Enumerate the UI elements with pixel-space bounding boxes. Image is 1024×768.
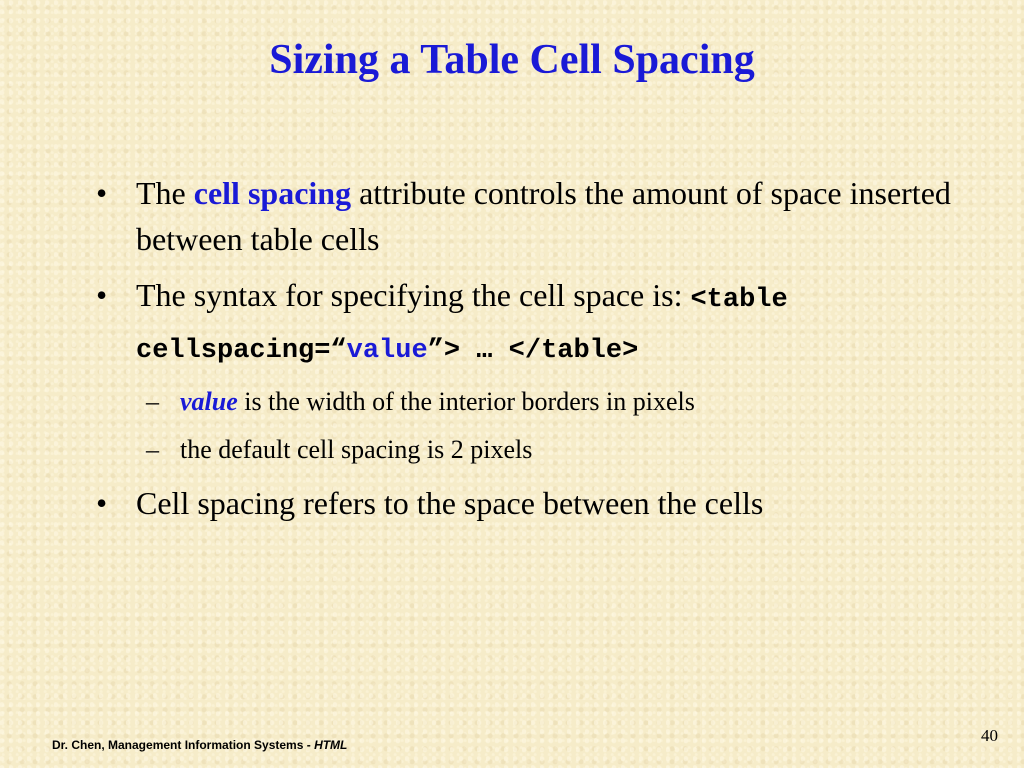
bullet-cell-spacing-attribute: [96, 170, 956, 262]
subbullet-marker: –: [146, 435, 159, 464]
highlight-cell-spacing: cell spacing: [193, 175, 352, 211]
bullet-text-post: attribute controls the amount of space inserted between table cells: [136, 175, 951, 257]
subbullet-default-spacing: [96, 432, 956, 468]
bullet-text-pre: The: [136, 175, 194, 211]
bullet-marker: •: [96, 485, 108, 521]
page-number: 40: [981, 726, 998, 745]
bullet-text-pre: The syntax for specifying the cell space is:: [136, 277, 691, 313]
code-value: value: [346, 336, 428, 366]
bullet-marker: •: [96, 175, 108, 211]
highlight-value: value: [180, 387, 238, 416]
bullet-list: [96, 170, 956, 536]
subbullet-value-width: [96, 384, 956, 420]
slide-title: Sizing a Table Cell Spacing: [269, 37, 755, 83]
code-close: ”> … </table>: [427, 336, 639, 366]
bullet-syntax: [96, 272, 956, 374]
code-open: <table cellspacing=“: [136, 285, 788, 366]
bullet-marker: •: [96, 277, 108, 313]
footer-author-text: Dr. Chen, Management Information Systems -: [52, 738, 315, 752]
bullet-cell-spacing-definition: [96, 480, 956, 526]
footer-author: [52, 738, 347, 752]
bullet-text: Cell spacing refers to the space between the cells: [136, 485, 764, 521]
footer-course: HTML: [314, 738, 348, 752]
subbullet-text: the default cell spacing is 2 pixels: [180, 435, 533, 464]
subbullet-marker: –: [146, 387, 159, 416]
subbullet-text: is the width of the interior borders in pixels: [237, 387, 695, 416]
